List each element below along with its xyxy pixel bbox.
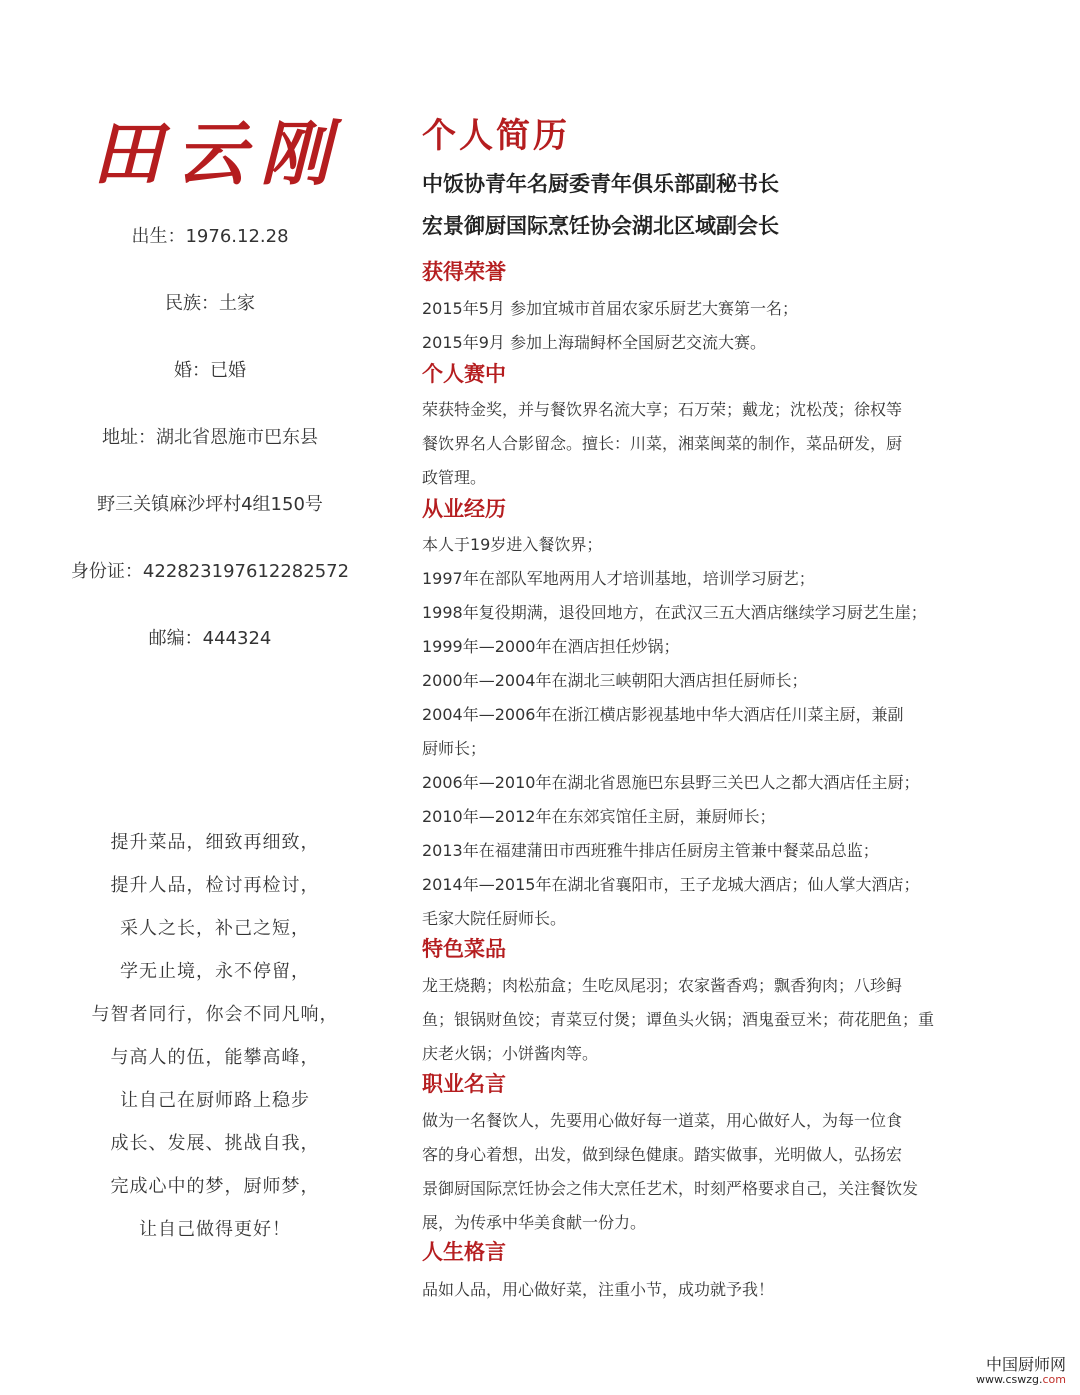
motto-line: 让自己在厨师路上稳步 bbox=[120, 1090, 310, 1111]
watermark-url-suffix: com bbox=[1042, 1373, 1066, 1387]
competition-line: 餐饮界名人合影留念。擅长：川菜，湘菜闽菜的制作，菜品研发，厨 bbox=[422, 434, 903, 453]
ethnicity: 民族：土家 bbox=[165, 293, 255, 314]
motto-line: 与高人的伍，能攀高峰， bbox=[110, 1047, 320, 1068]
experience-line: 2014年—2015年在湖北省襄阳市，王子龙城大酒店；仙人掌大酒店； bbox=[422, 875, 920, 894]
section-heading-career-motto: 职业名言 bbox=[422, 1072, 506, 1096]
motto-line: 学无止境，永不停留， bbox=[120, 961, 310, 982]
watermark-site-name: 中国厨师网 bbox=[985, 1354, 1066, 1374]
dishes-line: 龙王烧鹅；肉松茄盒；生吃凤尾羽；农家酱香鸡；飘香狗肉；八珍鲟 bbox=[422, 976, 903, 995]
experience-line: 2000年—2004年在湖北三峡朝阳大酒店担任厨师长； bbox=[422, 671, 808, 690]
experience-line: 厨师长； bbox=[422, 739, 487, 758]
motto-line: 与智者同行，你会不同凡响， bbox=[91, 1004, 339, 1025]
life-motto-line: 品如人品，用心做好菜，注重小节，成功就予我！ bbox=[422, 1280, 775, 1299]
section-heading-competition: 个人赛中 bbox=[422, 362, 506, 386]
experience-line: 2013年在福建蒲田市西班雅牛排店任厨房主管兼中餐菜品总监； bbox=[422, 841, 879, 860]
honors-line: 2015年9月 参加上海瑞鲟杯全国厨艺交流大赛。 bbox=[422, 333, 766, 352]
person-name: 田云刚 bbox=[92, 112, 344, 195]
postal-code: 邮编：444324 bbox=[148, 628, 272, 649]
experience-line: 2010年—2012年在东郊宾馆任主厨，兼厨师长； bbox=[422, 807, 776, 826]
role-line: 中饭协青年名厨委青年俱乐部副秘书长 bbox=[422, 172, 779, 196]
motto-line: 让自己做得更好！ bbox=[139, 1219, 291, 1240]
career-motto-line: 客的身心着想，出发，做到绿色健康。踏实做事，光明做人，弘扬宏 bbox=[422, 1145, 903, 1164]
dishes-line: 鱼；银锅财鱼饺；青菜豆付煲；谭鱼头火锅；酒鬼蚕豆米；荷花肥鱼；重 bbox=[422, 1010, 935, 1029]
motto-line: 提升菜品，细致再细致， bbox=[110, 832, 320, 853]
motto-line: 完成心中的梦，厨师梦， bbox=[110, 1176, 320, 1197]
career-motto-line: 做为一名餐饮人，先要用心做好每一道菜，用心做好人，为每一位食 bbox=[422, 1111, 903, 1130]
honors-line: 2015年5月 参加宜城市首届农家乐厨艺大赛第一名； bbox=[422, 299, 798, 318]
birth-date: 出生：1976.12.28 bbox=[131, 226, 289, 247]
id-number: 身份证：422823197612282572 bbox=[70, 561, 350, 582]
motto-line: 采人之长，补己之短， bbox=[120, 918, 310, 939]
experience-line: 1998年复役期满，退役回地方，在武汉三五大酒店继续学习厨艺生崖； bbox=[422, 603, 927, 622]
motto-line: 提升人品，检讨再检讨， bbox=[110, 875, 320, 896]
motto-line: 成长、发展、挑战自我， bbox=[110, 1133, 320, 1154]
dishes-line: 庆老火锅；小饼酱肉等。 bbox=[422, 1044, 599, 1063]
section-heading-life-motto: 人生格言 bbox=[422, 1240, 506, 1264]
site-watermark bbox=[976, 1356, 1066, 1387]
experience-line: 2006年—2010年在湖北省恩施巴东县野三关巴人之都大酒店任主厨； bbox=[422, 773, 920, 792]
experience-line: 1999年—2000年在酒店担任炒锅； bbox=[422, 637, 680, 656]
experience-line: 毛家大院任厨师长。 bbox=[422, 909, 567, 928]
role-line: 宏景御厨国际烹饪协会湖北区域副会长 bbox=[422, 214, 779, 238]
section-heading-experience: 从业经历 bbox=[422, 497, 506, 521]
experience-line: 1997年在部队军地两用人才培训基地，培训学习厨艺； bbox=[422, 569, 815, 588]
competition-line: 政管理。 bbox=[422, 468, 487, 487]
address-line-1: 地址：湖北省恩施市巴东县 bbox=[102, 427, 318, 448]
marital-status: 婚：已婚 bbox=[174, 360, 246, 381]
competition-line: 荣获特金奖，并与餐饮界名流大享；石万荣；戴龙；沈松茂；徐权等 bbox=[422, 400, 903, 419]
section-heading-honors: 获得荣誉 bbox=[422, 260, 506, 284]
watermark-url-prefix: www.cswzg. bbox=[975, 1373, 1043, 1387]
career-motto-line: 展，为传承中华美食献一份力。 bbox=[422, 1213, 647, 1232]
watermark-url bbox=[976, 1374, 1066, 1387]
experience-line: 2004年—2006年在浙江横店影视基地中华大酒店任川菜主厨，兼副 bbox=[422, 705, 904, 724]
section-heading-dishes: 特色菜品 bbox=[422, 937, 506, 961]
career-motto-line: 景御厨国际烹饪协会之伟大烹任艺术，时刻严格要求自己，关注餐饮发 bbox=[422, 1179, 919, 1198]
left-column bbox=[0, 0, 420, 1395]
resume-title: 个人简历 bbox=[422, 116, 570, 156]
experience-line: 本人于19岁进入餐饮界； bbox=[422, 535, 603, 554]
address-line-2: 野三关镇麻沙坪村4组150号 bbox=[97, 494, 323, 515]
